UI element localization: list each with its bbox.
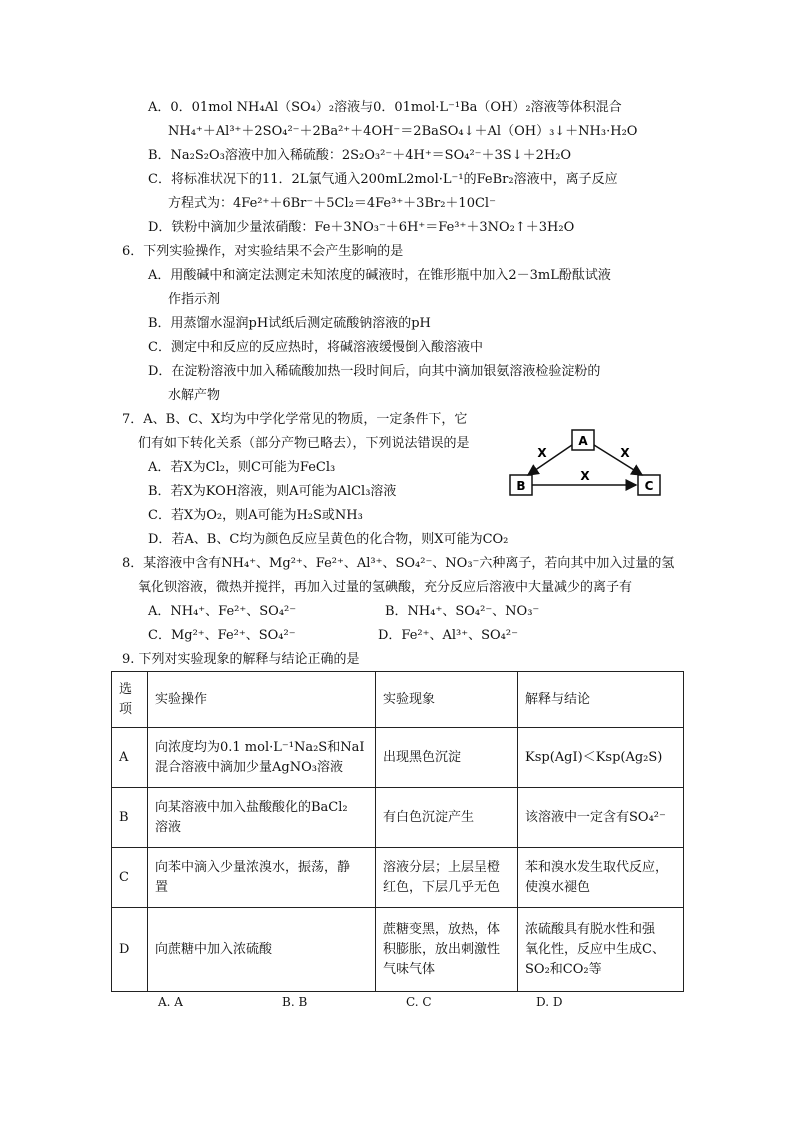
q5-option-a-line2: NH₄⁺＋Al³⁺＋2SO₄²⁻＋2Ba²⁺＋4OH⁻＝2BaSO₄↓＋Al（OH）₃↓＋NH₃·H₂O <box>168 124 638 139</box>
q7-option-b: B．若X为KOH溶液，则A可能为AlCl₃溶液 <box>148 484 397 499</box>
q6-option-d-line2: 水解产物 <box>168 388 221 403</box>
q7-node-a: A <box>578 434 588 448</box>
header-conclusion: 解释与结论 <box>518 672 684 728</box>
operation-line: 混合溶液中滴加少量AgNO₃溶液 <box>155 759 343 775</box>
q7-arrow-label-x2: X <box>620 446 630 460</box>
row-conclusion <box>518 728 684 788</box>
q6-option-d-line1: D．在淀粉溶液中加入稀硫酸加热一段时间后，向其中滴加银氨溶液检验淀粉的 <box>148 364 601 379</box>
q7-conversion-diagram <box>500 425 670 505</box>
q5-option-a-line1: A．0．01mol NH₄Al（SO₄）₂溶液与0．01mol·L⁻¹Ba（OH）₂溶液等体积混合 <box>148 100 622 115</box>
table-header-row <box>112 672 684 728</box>
phenomenon-line: 积膨胀，放出刺激性 <box>383 941 501 957</box>
q9-table <box>111 671 684 992</box>
q7-arrow-a-to-c <box>594 445 642 475</box>
q5-option-c-line1: C．将标准状况下的11．2L氯气通入200mL2mol·L⁻¹的FeBr₂溶液中，离子反应 <box>148 172 618 187</box>
q5-option-d: D．铁粉中滴加少量浓硝酸：Fe＋3NO₃⁻＋6H⁺＝Fe³⁺＋3NO₂↑＋3H₂O <box>148 220 575 235</box>
conclusion-line: 使溴水褪色 <box>525 879 591 895</box>
row-option: B <box>112 788 148 848</box>
q7-arrow-label-x3: X <box>580 469 590 483</box>
row-phenomenon <box>376 728 518 788</box>
table-row <box>112 728 684 788</box>
q8-option-d: D．Fe²⁺、Al³⁺、SO₄²⁻ <box>378 628 518 643</box>
q6-option-c: C．测定中和反应的反应热时，将碱溶液缓慢倒入酸溶液中 <box>148 340 483 355</box>
row-phenomenon <box>376 908 518 992</box>
row-operation <box>148 728 376 788</box>
phenomenon-line: 红色，下层几乎无色 <box>383 879 501 895</box>
q8-option-c: C．Mg²⁺、Fe²⁺、SO₄²⁻ <box>148 628 296 643</box>
conclusion-line: Ksp(AgI)＜Ksp(Ag₂S) <box>525 749 663 765</box>
header-option <box>112 672 148 728</box>
q8-stem-line1: 8．某溶液中含有NH₄⁺、Mg²⁺、Fe²⁺、Al³⁺、SO₄²⁻、NO₃⁻六种离子，若向其中加入过量的氢 <box>122 556 675 571</box>
q8-stem-line2: 氧化钡溶液，微热并搅拌，再加入过量的氢碘酸，充分反应后溶液中大量减少的离子有 <box>138 580 633 595</box>
row-phenomenon <box>376 848 518 908</box>
conclusion-line: 苯和溴水发生取代反应， <box>525 859 669 875</box>
q9-option-a: A. A <box>158 995 183 1009</box>
q9-option-c: C. C <box>406 995 432 1009</box>
row-conclusion <box>518 788 684 848</box>
phenomenon-line: 溶液分层；上层呈橙 <box>383 859 501 875</box>
table-row <box>112 848 684 908</box>
q9-option-b: B. B <box>282 995 308 1009</box>
q7-stem-line1: 7．A、B、C、X均为中学化学常见的物质，一定条件下，它 <box>122 412 468 427</box>
q8-option-b: B．NH₄⁺、SO₄²⁻、NO₃⁻ <box>385 604 540 619</box>
operation-line: 向浓度均为0.1 mol·L⁻¹Na₂S和NaI <box>155 739 365 755</box>
q9-option-d: D. D <box>536 995 563 1009</box>
operation-line: 向某溶液中加入盐酸酸化的BaCl₂ <box>155 799 348 815</box>
row-option: D <box>112 908 148 992</box>
q7-stem-line2: 们有如下转化关系（部分产物已略去），下列说法错误的是 <box>138 436 470 451</box>
q6-option-a-line2: 作指示剂 <box>168 292 221 307</box>
conclusion-line: SO₂和CO₂等 <box>525 961 602 977</box>
phenomenon-line: 气味气体 <box>383 961 436 977</box>
q6-stem: 6．下列实验操作，对实验结果不会产生影响的是 <box>122 244 404 259</box>
row-phenomenon <box>376 788 518 848</box>
q5-option-c-line2: 方程式为：4Fe²⁺＋6Br⁻＋5Cl₂＝4Fe³⁺＋3Br₂＋10Cl⁻ <box>168 196 496 211</box>
phenomenon-line: 出现黑色沉淀 <box>383 749 462 765</box>
table-row <box>112 908 684 992</box>
conclusion-line: 氧化性，反应中生成C、 <box>525 941 665 957</box>
row-conclusion <box>518 908 684 992</box>
q7-option-c: C．若X为O₂，则A可能为H₂S或NH₃ <box>148 508 363 523</box>
q7-node-c: C <box>644 479 654 493</box>
operation-line: 向苯中滴入少量浓溴水，振荡，静 <box>155 859 351 875</box>
row-operation <box>148 908 376 992</box>
conclusion-line: 该溶液中一定含有SO₄²⁻ <box>525 809 666 825</box>
row-operation <box>148 788 376 848</box>
row-conclusion <box>518 848 684 908</box>
q7-node-b: B <box>516 479 526 493</box>
q7-arrow-label-x1: X <box>537 446 547 460</box>
header-operation: 实验操作 <box>148 672 376 728</box>
phenomenon-line: 蔗糖变黑，放热，体 <box>383 921 501 937</box>
q7-diagram-svg <box>500 425 670 505</box>
operation-line: 向蔗糖中加入浓硫酸 <box>155 941 273 957</box>
row-option: A <box>112 728 148 788</box>
q6-option-b: B．用蒸馏水湿润pH试纸后测定硫酸钠溶液的pH <box>148 316 431 331</box>
q5-option-b: B．Na₂S₂O₃溶液中加入稀硫酸：2S₂O₃²⁻＋4H⁺＝SO₄²⁻＋3S↓＋2H₂O <box>148 148 572 163</box>
operation-line: 溶液 <box>155 819 182 835</box>
q7-option-d: D．若A、B、C均为颜色反应呈黄色的化合物，则X可能为CO₂ <box>148 532 509 547</box>
q8-option-a: A．NH₄⁺、Fe²⁺、SO₄²⁻ <box>148 604 297 619</box>
header-option-text: 选项 <box>119 681 133 717</box>
q6-option-a-line1: A．用酸碱中和滴定法测定未知浓度的碱液时，在锥形瓶中加入2－3mL酚酞试液 <box>148 268 611 283</box>
row-operation <box>148 848 376 908</box>
q7-arrow-a-to-b <box>528 445 572 475</box>
conclusion-line: 浓硫酸具有脱水性和强 <box>525 921 656 937</box>
header-phenomenon: 实验现象 <box>376 672 518 728</box>
q7-option-a: A．若X为Cl₂，则C可能为FeCl₃ <box>148 460 336 475</box>
q9-stem: 9. 下列对实验现象的解释与结论正确的是 <box>122 652 360 667</box>
row-option: C <box>112 848 148 908</box>
table-row <box>112 788 684 848</box>
phenomenon-line: 有白色沉淀产生 <box>383 809 475 825</box>
operation-line: 置 <box>155 879 169 895</box>
